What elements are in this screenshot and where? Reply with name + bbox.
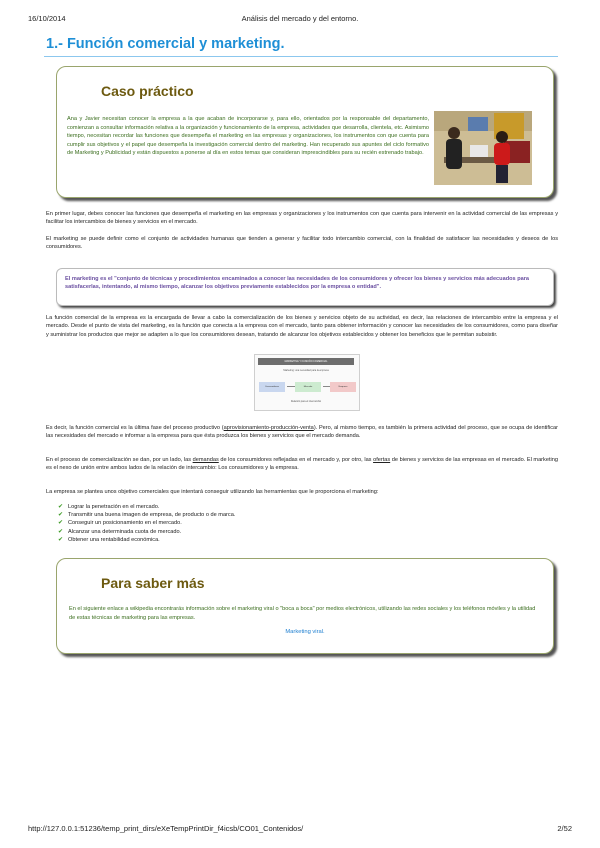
p5-text-c: de bienes y servicios de las empresas en el mercado. El marketing es el nexo de unión entre ambos lados de la relación de intercambio: Los consumidores y la empresa. [46, 457, 558, 472]
check-icon: ✔ [58, 520, 64, 527]
list-item [58, 503, 235, 511]
paragraph-commercial-function: La función comercial de la empresa es la encargada de llevar a cabo la comercialización de los bienes y servicios objeto de su actividad, es decir, las relaciones de intercambio entre la empresa y el mercado. Desde el punto de vista del marketing, es la función que conecta a la empresa con el mercado, tanto para obtener información y conocer las necesidades de los consumidores, como para diseñar y suministrar los productos que mejor se adapten a lo que los consumidores desean, tratando de alcanzar los objetivos establecidos y obtener los beneficios que le permitan subsistir. [46, 315, 558, 338]
p5-text-b: de los consumidores reflejadas en el mercado y, por otro, las [218, 457, 374, 463]
case-study-title: Caso práctico [101, 83, 194, 99]
diagram-footer: Relación para el intercambio [290, 400, 322, 403]
paragraph-productive-process [46, 424, 558, 441]
p5-text-a: En el proceso de comercialización se dan, por un lado, las [46, 457, 193, 463]
p4-text-end: ). Pero, al mismo tiempo, es también la primera actividad del proceso, que se ocupa de identificar las necesidades del mercado e informar a la empresa para que ésta produzca los bienes y servicios que el mercado demanda. [46, 425, 558, 440]
print-footer-url: http://127.0.0.1:51236/temp_print_dirs/eXeTempPrintDir_f4icsb/CO01_Contenidos/ [28, 824, 304, 833]
paragraph-objectives-intro: La empresa se plantea unos objetivo comerciales que intentará conseguir utilizando las herramientas que le proporciona el marketing: [46, 489, 379, 495]
office-photo [434, 111, 532, 185]
case-study-box [56, 66, 554, 198]
definition-quote: El marketing es el "conjunto de técnicas y procedimientos encaminados a conocer las necesidades de los consumidores y ofrecer los bienes y servicios más adecuados para satisfacerlas, intentando, al mismo tiempo, alcanzar los objetivos previamente establecidos por la empresa o entidad". [65, 276, 530, 291]
list-item [58, 511, 235, 519]
production-process-link[interactable]: aprovisionamiento-producción-venta [223, 425, 314, 431]
check-icon: ✔ [58, 504, 64, 510]
check-icon: ✔ [58, 536, 64, 543]
title-divider [44, 56, 558, 57]
check-icon: ✔ [58, 512, 64, 519]
print-date: 16/10/2014 [28, 14, 66, 23]
diagram-header: MARKETING Y FUNCIÓN COMERCIAL [258, 358, 354, 365]
objectives-list [58, 503, 235, 544]
print-header-title: Análisis del mercado y del entorno. [241, 14, 359, 23]
list-item [58, 519, 235, 527]
diagram-box-company: Empresa [330, 382, 356, 392]
list-item [58, 536, 235, 544]
definition-quote-box [56, 268, 554, 306]
objective-text: Obtener una rentabilidad económica. [68, 536, 160, 543]
page-number: 2/52 [557, 824, 572, 833]
case-study-text: Ana y Javier necesitan conocer la empresa a la que acaban de incorporarse y, para ello, orientados por la responsable del departamento, comienzan a consultar información relativa a la organización y funcionamiento de la empresa, actividades que desarrolla, clientela, etc. Asimismo tiempo, necesitan recordar las funciones que desempeña el marketing en las empresas y organizaciones, los instrumentos con que cuenta para cumplir sus objetivos y el papel que desempeña la investigación comercial dentro del marketing. Han recuperado sus apuntes del ciclo formativo de Marketing y Publicidad y están dispuestos a ponerse al día en estos temas que consideran imprescindibles para su recién estrenado trabajo. [67, 116, 429, 157]
list-item[interactable] [58, 528, 235, 536]
paragraph-commercialization [46, 456, 558, 473]
viral-marketing-link[interactable]: Marketing viral. [285, 629, 325, 635]
learn-more-text: En el siguiente enlace a wikipedia encontrarás información sobre el marketing viral o "boca a boca" por medios electrónicos, utilizando las redes sociales y los teléfonos móviles y la utilidad de estas técnicas de marketing para las empresas. [69, 606, 536, 621]
objective-text: Alcanzar una determinada cuota de mercado. [68, 528, 182, 535]
demandas-link[interactable]: demandas [192, 457, 219, 463]
check-icon: ✔ [58, 528, 64, 535]
section-title: 1.- Función comercial y marketing. [46, 36, 285, 52]
learn-more-title: Para saber más [101, 575, 205, 591]
ofertas-link[interactable]: ofertas [373, 457, 391, 463]
objective-text: Transmitir una buena imagen de empresa, de producto o de marca. [68, 512, 236, 519]
p4-text-start: Es decir, la función comercial es la última fase del proceso productivo ( [46, 425, 224, 431]
diagram-box-market: Mercado [295, 382, 321, 392]
diagram-arrow [287, 386, 295, 387]
diagram-box-consumers: Consumidores [259, 382, 285, 392]
learn-more-box [56, 558, 554, 654]
objective-text: Lograr la penetración en el mercado. [68, 504, 160, 510]
diagram-subtitle: Marketing: una necesidad para la empresa [283, 369, 329, 372]
paragraph-definition: El marketing se puede definir como el conjunto de actividades humanas que tienden a generar y facilitar todo intercambio comercial, con la finalidad de satisfacer las necesidades y deseos de los consumidores. [46, 236, 558, 251]
marketing-diagram [254, 354, 360, 411]
paragraph-intro: En primer lugar, debes conocer las funciones que desempeña el marketing en las empresas y organizaciones y los instrumentos con que cuenta para intervenir en la actividad comercial de las empresas y facilitar los intercambios de bienes y servicios en el mercado. [46, 211, 558, 226]
objective-text: Conseguir un posicionamiento en el mercado. [68, 520, 182, 527]
